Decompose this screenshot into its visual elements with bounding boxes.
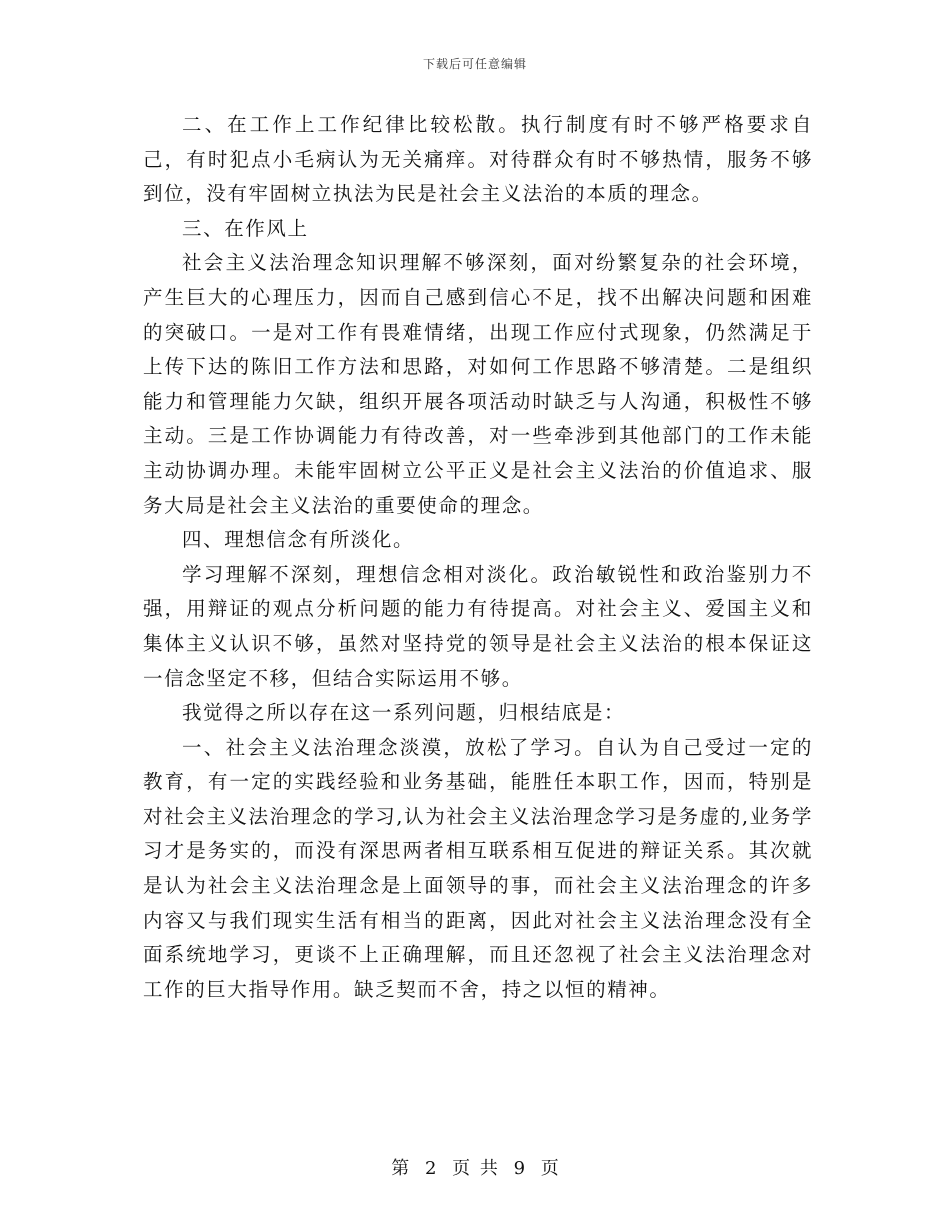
footer-total-pages: 9 [513,1158,526,1179]
paragraph-work-style: 社会主义法治理念知识理解不够深刻，面对纷繁复杂的社会环境，产生巨大的心理压力，因而自己感到信心不足，找不出解决问题和困难的突破口。一是对工作有畏难情绪，出现工作应付式现象，仍然满足于上传下达的陈旧工作方法和思路，对如何工作思路不够清楚。二是组织能力和管理能力欠缺，组织开展各项活动时缺乏与人沟通，积极性不够主动。三是工作协调能力有待改善，对一些牵涉到其他部门的工作未能主动协调办理。未能牢固树立公平正义是社会主义法治的价值追求、服务大局是社会主义法治的重要使命的理念。 [143,251,813,517]
page-header: 下载后可任意编辑 [422,57,527,71]
heading-work-style: 三、在作风上 [182,216,309,240]
page-footer [0,1154,950,1180]
heading-ideals-beliefs: 四、理想信念有所淡化。 [182,528,415,552]
paragraph-ideals-beliefs: 学习理解不深刻，理想信念相对淡化。政治敏锐性和政治鉴别力不强，用辩证的观点分析问题的能力有待提高。对社会主义、爱国主义和集体主义认识不够，虽然对坚持党的领导是社会主义法治的根本保证这一信念坚定不移，但结合实际运用不够。 [143,562,813,690]
paragraph-root-cause-one: 一、社会主义法治理念淡漠，放松了学习。自认为自己受过一定的教育，有一定的实践经验和业务基础，能胜任本职工作，因而，特别是对社会主义法治理念的学习,认为社会主义法治理念学习是务虚的,业务学习才是务实的，而没有深思两者相互联系相互促进的辩证关系。其次就是认为社会主义法治理念是上面领导的事，而社会主义法治理念的许多内容又与我们现实生活有相当的距离，因此对社会主义法治理念没有全面系统地学习，更谈不上正确理解，而且还忽视了社会主义法治理念对工作的巨大指导作用。缺乏契而不舍，持之以恒的精神。 [143,735,813,1001]
footer-current-page: 2 [424,1158,437,1179]
paragraph-work-discipline: 二、在工作上工作纪律比较松散。执行制度有时不够严格要求自己，有时犯点小毛病认为无关痛痒。对待群众有时不够热情，服务不够到位，没有牢固树立执法为民是社会主义法治的本质的理念。 [143,113,813,206]
footer-prefix: 第 [391,1158,410,1179]
document-body [143,108,813,1007]
footer-suffix: 页 [540,1158,559,1179]
footer-middle: 页 共 [452,1158,498,1179]
paragraph-root-cause-intro: 我觉得之所以存在这一系列问题，归根结底是： [182,701,626,725]
